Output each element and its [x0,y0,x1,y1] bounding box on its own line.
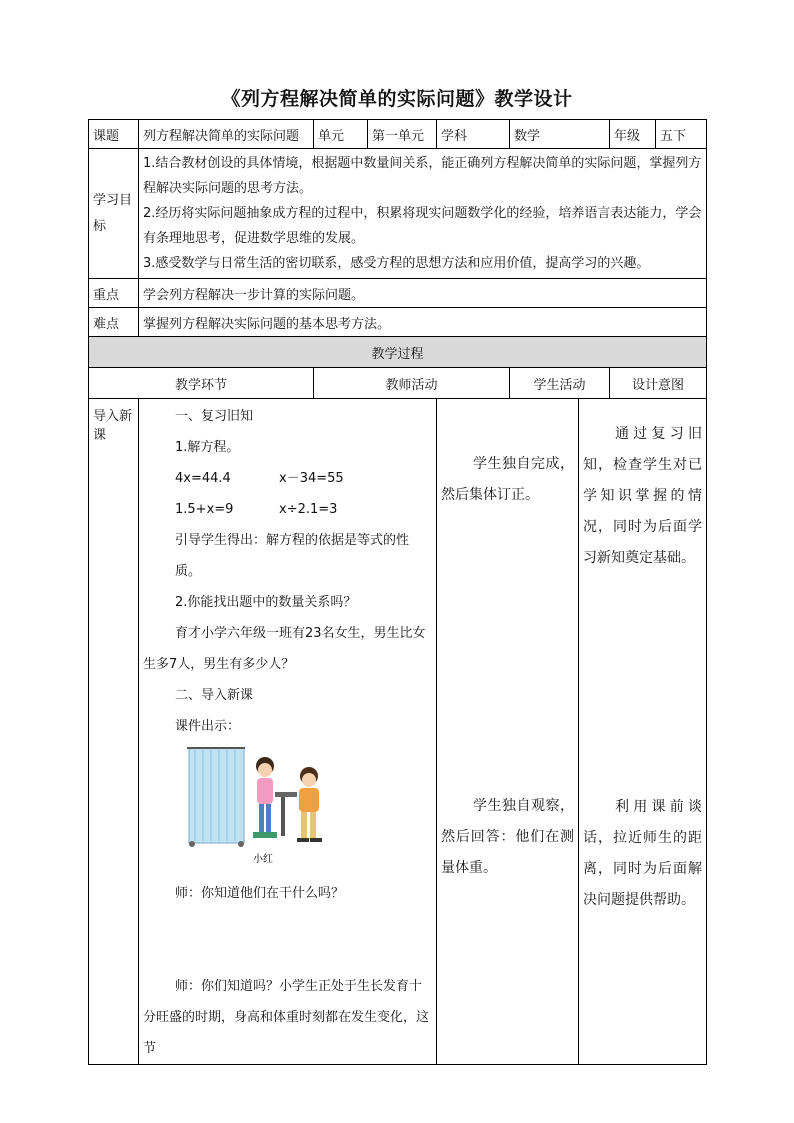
section-intro: 二、导入新课 [175,688,254,703]
student-activity-2: 学生独自观察，然后回答：他们在测量体重。 [441,798,574,876]
unit-value: 第一单元 [368,120,437,149]
teacher-activity-cell [139,399,437,1065]
equation: 1.5+x=9 [175,502,234,517]
unit-label: 单元 [314,120,368,149]
header-intent: 设计意图 [610,368,707,399]
goal-item: 3.感受数学与日常生活的密切联系，感受方程的思想方法和应用价值，提高学习的兴趣。 [143,256,650,271]
goals-content [139,149,707,279]
spacer [583,574,702,792]
document-title: 《列方程解决简单的实际问题》教学设计 [221,88,573,110]
spacer [441,401,574,449]
question-text: 2.你能找出题中的数量关系吗？ [175,595,357,610]
grade-value: 五下 [656,120,707,149]
weighing-scene-image [183,746,335,868]
lesson-plan-table [88,119,707,1065]
process-body-row [89,399,707,1065]
subject-value: 数学 [510,120,610,149]
design-intent-cell [579,399,707,1065]
equation: x÷2.1=3 [279,502,338,517]
teacher-question: 师：你知道他们在干什么吗？ [175,886,345,901]
goal-item: 2.经历将实际问题抽象成方程的过程中，积累将现实问题数学化的经验，培养语言表达能力，学会有条理地思考，促进数学思维的发展。 [143,206,702,246]
problem-text: 育才小学六年级一班有23名女生，男生比女生多7人，男生有多少人？ [143,626,426,672]
equation: 4x=44.4 [175,471,231,486]
difficulty-label: 难点 [89,308,139,337]
goal-item: 1.结合教材创设的具体情境，根据题中数量间关系，能正确列方程解决简单的实际问题，掌握列方程解决实际问题的思考方法。 [143,156,702,196]
design-intent-2: 利用课前谈话，拉近师生的距离，同时为后面解决问题提供帮助。 [583,799,702,908]
difficulty-text: 掌握列方程解决实际问题的基本思考方法。 [139,308,707,337]
section-review: 一、复习旧知 [175,409,254,424]
spacer [143,909,432,971]
guide-text: 引导学生得出：解方程的依据是等式的性质。 [175,533,410,579]
courseware-label: 课件出示： [175,719,241,734]
key-point-label: 重点 [89,279,139,308]
grade-label: 年级 [610,120,656,149]
subsection-solve: 1.解方程。 [175,440,240,455]
stage-cell [89,399,139,1065]
scale-illustration [183,746,432,872]
difficulty-row [89,308,707,337]
student-activity-cell [437,399,579,1065]
topic-label: 课题 [89,120,139,149]
figure-caption: 小红 [253,854,273,865]
info-row [89,120,707,149]
goals-label: 学习目标 [89,149,139,279]
key-point-text: 学会列方程解决一步计算的实际问题。 [139,279,707,308]
goals-row [89,149,707,279]
design-intent-1: 通过复习旧知，检查学生对已学知识掌握的情况，同时为后面学习新知奠定基础。 [583,426,702,566]
topic-value: 列方程解决简单的实际问题 [139,120,314,149]
header-teacher: 教师活动 [314,368,510,399]
spacer [441,511,574,791]
equation-line [143,494,432,525]
process-title-row [89,337,707,368]
equation: x－34=55 [279,471,344,486]
stage-label: 导入新课 [93,409,133,443]
subject-label: 学科 [437,120,510,149]
key-point-row [89,279,707,308]
header-student: 学生活动 [510,368,610,399]
teacher-talk: 师：你们知道吗？小学生正处于生长发育十分旺盛的时期，身高和体重时刻都在发生变化，这节 [143,979,430,1056]
spacer [583,401,702,419]
student-activity-1: 学生独自完成，然后集体订正。 [441,456,574,503]
process-header-row [89,368,707,399]
header-stage: 教学环节 [89,368,314,399]
equation-line [143,463,432,494]
process-title: 教学过程 [89,337,707,368]
